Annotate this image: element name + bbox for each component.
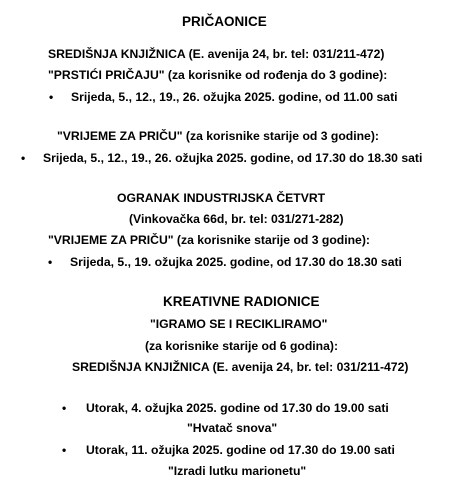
bullet-icon: • [48, 255, 53, 269]
group2-date: Srijeda, 5., 12., 19., 26. ožujka 2025. godine, od 17.30 do 18.30 sati [43, 151, 423, 165]
branch-address: (Vinkovačka 66d, br. tel: 031/271-282) [129, 212, 344, 226]
radionice-name: "IGRAMO SE I RECIKLIRAMO" [150, 317, 328, 331]
event2-date: Utorak, 11. ožujka 2025. godine od 17.30 do 19.00 sati [86, 443, 395, 457]
bullet-icon: • [21, 151, 26, 165]
branch-name: OGRANAK INDUSTRIJSKA ČETVRT [117, 191, 326, 205]
radionice-age: (za korisnike starije od 6 godina): [145, 339, 339, 353]
branch-date: Srijeda, 5., 19. ožujka 2025. godine, od 17.30 do 18.30 sati [70, 255, 402, 269]
event1-date: Utorak, 4. ožujka 2025. godine od 17.30 do 19.00 sati [86, 401, 389, 415]
group2-name: "VRIJEME ZA PRIČU" (za korisnike starije od 3 godine): [57, 129, 379, 143]
radionice-title: KREATIVNE RADIONICE [163, 294, 320, 309]
group1-name: "PRSTIĆI PRIČAJU" (za korisnike od rođenja do 3 godine): [48, 68, 388, 82]
event2-title: "Izradi lutku marionetu" [168, 464, 307, 478]
branch-group-name: "VRIJEME ZA PRIČU" (za korisnike starije od 3 godine): [48, 233, 370, 247]
radionice-library: SREDIŠNJA KNJIŽNICA (E. avenija 24, br. tel: 031/211-472) [72, 360, 409, 374]
bullet-icon: • [49, 90, 54, 104]
pricaonice-title: PRIČAONICE [182, 14, 267, 29]
central-library-line: SREDIŠNJA KNJIŽNICA (E. avenija 24, br. tel: 031/211-472) [48, 47, 385, 61]
bullet-icon: • [62, 401, 67, 415]
group1-date: Srijeda, 5., 12., 19., 26. ožujka 2025. godine, od 11.00 sati [71, 90, 398, 104]
bullet-icon: • [62, 443, 67, 457]
event1-title: "Hvatač snova" [187, 421, 278, 435]
